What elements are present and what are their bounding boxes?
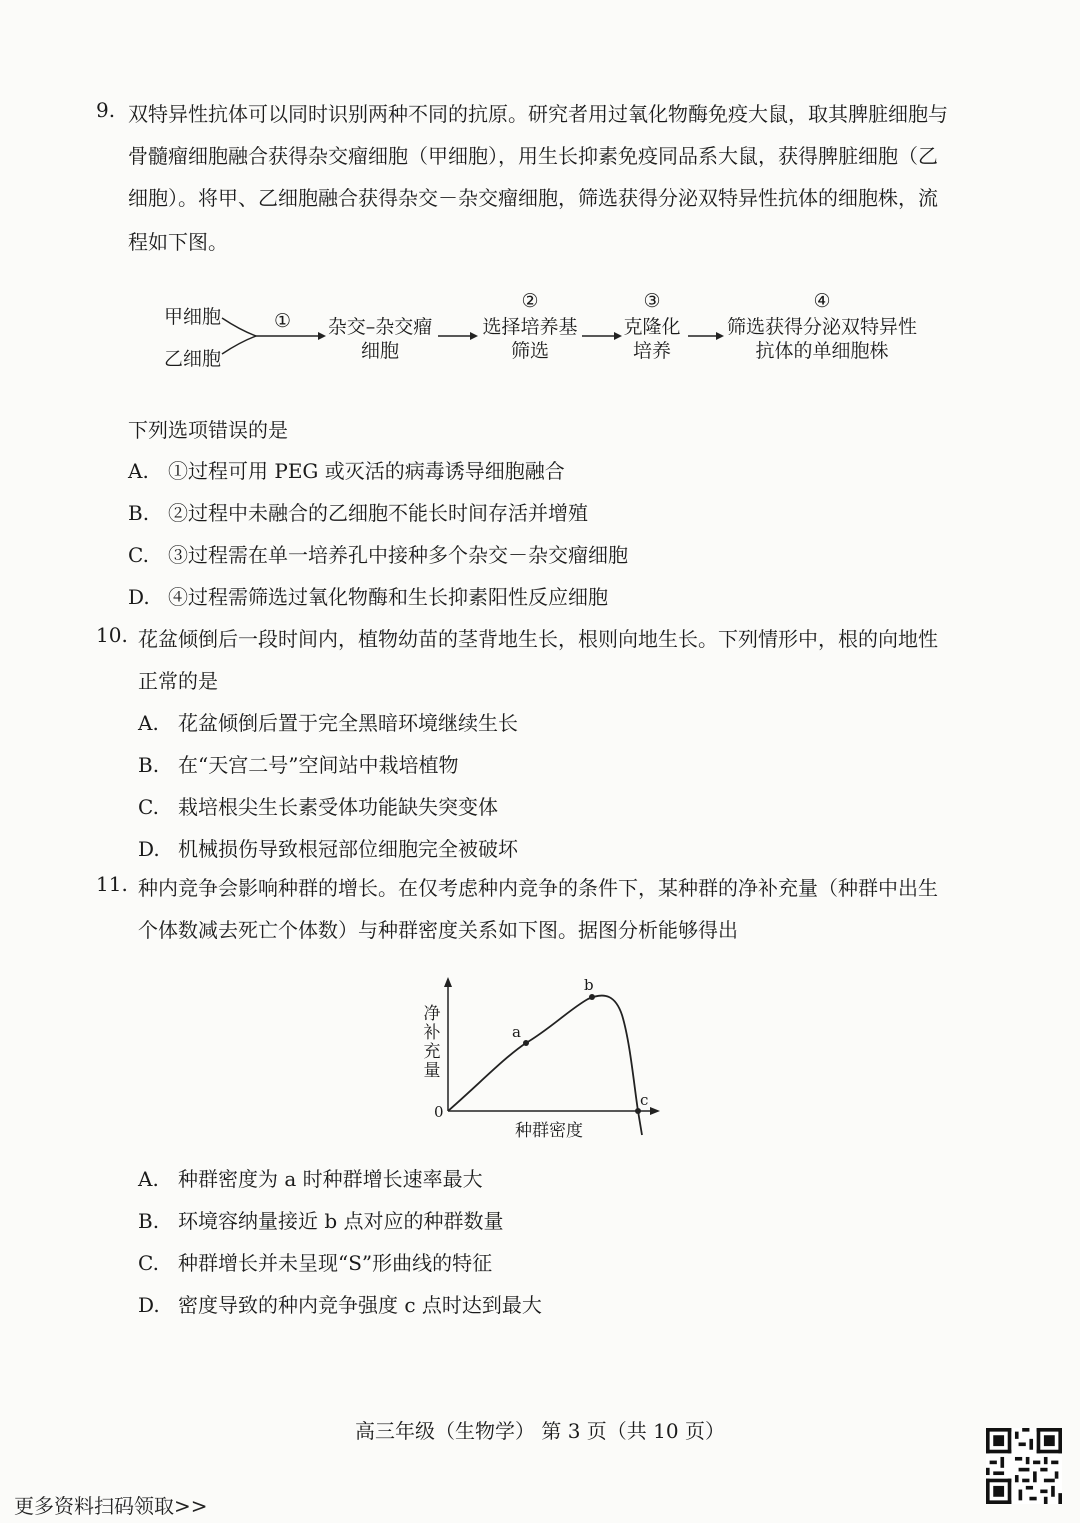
q10-line-1: 花盆倾倒后一段时间内，植物幼苗的茎背地生长，根则向地生长。下列情形中，根的向地性	[138, 627, 938, 651]
q9-flowchart	[150, 290, 950, 370]
option-text: 种群密度为 a 时种群增长速率最大	[178, 1167, 483, 1191]
option-label: D.	[138, 1293, 160, 1317]
option-text: 密度导致的种内竞争强度 c 点时达到最大	[178, 1293, 542, 1317]
q10-option-b	[138, 749, 458, 778]
box-3-line-1: 克隆化	[623, 316, 681, 338]
option-text: ①过程可用 PEG 或灭活的病毒诱导细胞融合	[168, 459, 565, 483]
option-text: 栽培根尖生长素受体功能缺失突变体	[178, 795, 498, 819]
q11-line-2: 个体数减去死亡个体数）与种群密度关系如下图。据图分析能够得出	[138, 918, 738, 942]
x-axis-label: 种群密度	[515, 1121, 583, 1141]
x-axis-arrow	[650, 1107, 660, 1115]
point-b-label: b	[584, 976, 594, 994]
cell-b-label: 乙细胞	[164, 348, 222, 370]
qr-code-icon[interactable]	[986, 1428, 1062, 1504]
box-4-line-2: 抗体的单细胞株	[755, 340, 889, 362]
box-1-line-2: 细胞	[360, 340, 399, 362]
point-a	[523, 1040, 529, 1046]
option-label: B.	[138, 1209, 160, 1233]
q9-line-1: 双特异性抗体可以同时识别两种不同的抗原。研究者用过氧化物酶免疫大鼠，取其脾脏细胞与	[128, 102, 948, 126]
option-text: 种群增长并未呈现“S”形曲线的特征	[178, 1251, 493, 1275]
option-text: 花盆倾倒后置于完全黑暗环境继续生长	[178, 711, 518, 735]
option-text: ③过程需在单一培养孔中接种多个杂交－杂交瘤细胞	[168, 543, 628, 567]
origin-label: 0	[434, 1103, 444, 1121]
step-3-marker: ③	[643, 290, 661, 312]
q10-option-c	[138, 791, 498, 820]
option-label: C.	[138, 795, 159, 819]
point-c-label: c	[640, 1091, 649, 1109]
y-axis-arrow	[444, 977, 452, 987]
option-label: A.	[138, 711, 159, 735]
q9-prompt: 下列选项错误的是	[128, 418, 288, 442]
q9-number: 9.	[96, 98, 116, 122]
box-4-line-1: 筛选获得分泌双特异性	[726, 316, 917, 338]
option-label: A.	[138, 1167, 159, 1191]
q9-line-2: 骨髓瘤细胞融合获得杂交瘤细胞（甲细胞），用生长抑素免疫同品系大鼠，获得脾脏细胞（乙	[128, 144, 938, 168]
option-label: C.	[138, 1251, 159, 1275]
option-label: B.	[138, 753, 160, 777]
curve	[448, 996, 642, 1135]
option-text: 在“天宫二号”空间站中栽培植物	[178, 753, 459, 777]
option-text: ④过程需筛选过氧化物酶和生长抑素阳性反应细胞	[168, 585, 608, 609]
point-b	[589, 994, 595, 1000]
q9-option-d	[128, 581, 608, 610]
box-2-line-1: 选择培养基	[482, 316, 578, 338]
q10-option-a	[138, 707, 518, 736]
q11-option-d	[138, 1289, 542, 1318]
box-2-line-2: 筛选	[510, 340, 549, 362]
more-resources-link[interactable]: 更多资料扫码领取>>	[14, 1494, 208, 1518]
option-label: D.	[128, 585, 150, 609]
box-3-line-2: 培养	[632, 340, 671, 362]
y-axis-label: 净补充量	[423, 1004, 441, 1081]
q9-line-4: 程如下图。	[128, 230, 228, 254]
page-footer: 高三年级（生物学） 第 3 页（共 10 页）	[355, 1419, 725, 1443]
q11-line-1: 种内竞争会影响种群的增长。在仅考虑种内竞争的条件下，某种群的净补充量（种群中出生	[138, 876, 938, 900]
box-1-line-1: 杂交–杂交瘤	[327, 316, 433, 338]
q9-option-a	[128, 455, 565, 484]
q10-number: 10.	[96, 623, 128, 647]
q10-option-d	[138, 833, 518, 862]
q9-option-c	[128, 539, 628, 568]
step-4-marker: ④	[813, 290, 831, 312]
q9-line-3: 细胞）。将甲、乙细胞融合获得杂交－杂交瘤细胞，筛选获得分泌双特异性抗体的细胞株，流	[128, 186, 938, 210]
q10-line-2: 正常的是	[138, 669, 218, 693]
q11-option-c	[138, 1247, 492, 1276]
q11-graph	[410, 975, 680, 1150]
cell-a-label: 甲细胞	[164, 306, 222, 328]
option-label: C.	[128, 543, 149, 567]
option-text: ②过程中未融合的乙细胞不能长时间存活并增殖	[168, 501, 588, 525]
step-1-marker: ①	[274, 310, 292, 332]
option-text: 环境容纳量接近 b 点对应的种群数量	[178, 1209, 504, 1233]
step-2-marker: ②	[521, 290, 539, 312]
option-text: 机械损伤导致根冠部位细胞完全被破坏	[178, 837, 518, 861]
q11-number: 11.	[96, 872, 128, 896]
option-label: D.	[138, 837, 160, 861]
q9-option-b	[128, 497, 588, 526]
q11-option-a	[138, 1163, 483, 1192]
option-label: A.	[128, 459, 149, 483]
option-label: B.	[128, 501, 150, 525]
q11-option-b	[138, 1205, 504, 1234]
point-a-label: a	[512, 1023, 521, 1041]
